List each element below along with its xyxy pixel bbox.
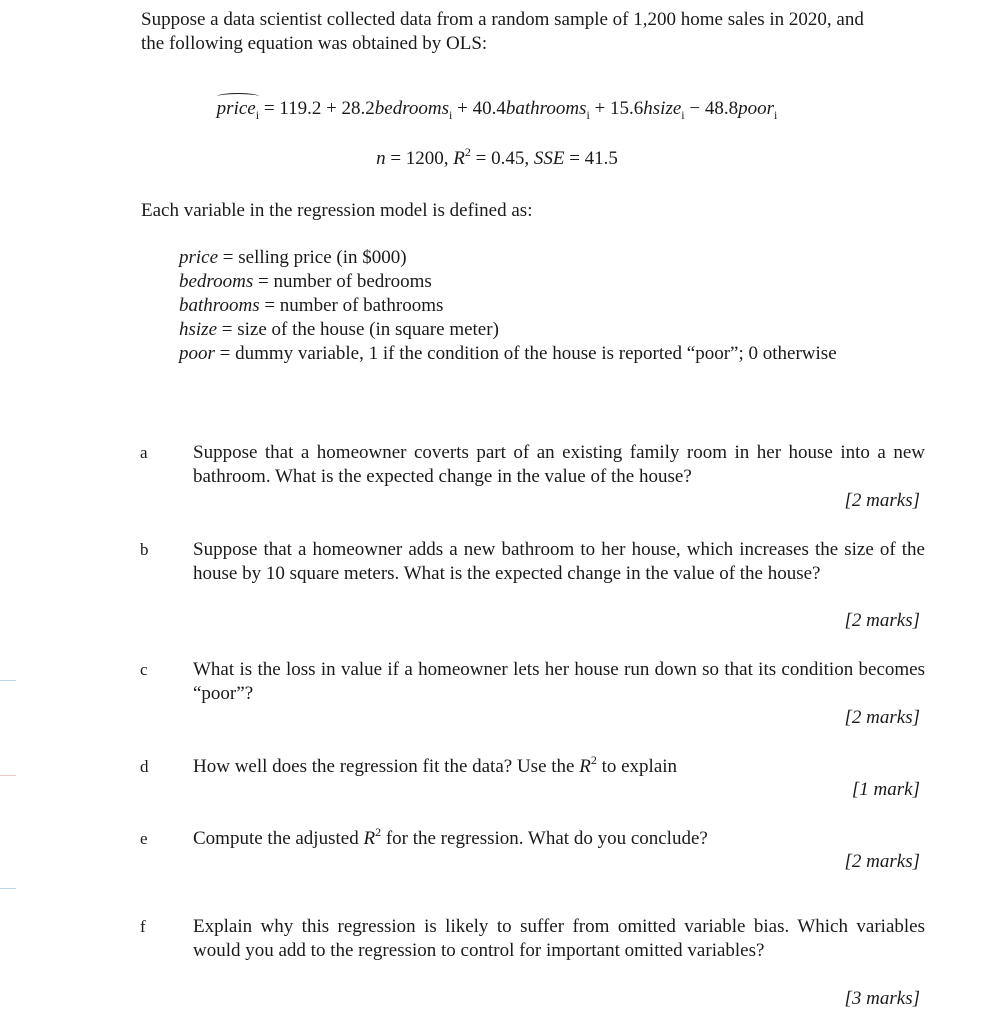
question-text: What is the loss in value if a homeowner lets her house run down so that its condition becomes “poor”?	[193, 659, 925, 704]
definition-item: price = selling price (in $000)	[179, 247, 407, 268]
intro-line: Suppose a data scientist collected data from a random sample of 1,200 home sales in 2020, and	[141, 9, 864, 30]
definition-item: hsize = size of the house (in square meter)	[179, 319, 499, 340]
question-letter: d	[140, 757, 149, 776]
definitions-intro: Each variable in the regression model is defined as:	[141, 200, 533, 221]
question-marks: [2 marks]	[844, 707, 920, 728]
definition-item: bedrooms = number of bedrooms	[179, 271, 432, 292]
question-letter: a	[140, 443, 148, 462]
regression-stats: n = 1200, $R^2 = 0.45$, SSE = 41.5	[376, 145, 618, 169]
question-text: How well does the regression fit the data? Use the $R^2$ to explain	[193, 753, 678, 777]
intro-line: the following equation was obtained by OLS:	[141, 33, 488, 54]
scan-edge-mark	[0, 888, 16, 889]
question-text: Suppose that a homeowner coverts part of an existing family room in her house into a new bathroom. What is the expected change in the value of the house?	[193, 442, 925, 487]
question-marks: [2 marks]	[844, 851, 920, 872]
question-e	[140, 827, 930, 877]
question-marks: [2 marks]	[844, 490, 920, 511]
scan-edge-mark	[0, 680, 16, 681]
question-text: Suppose that a homeowner adds a new bathroom to her house, which increases the size of the house by 10 square meters. What is the expected change in the value of the house?	[193, 539, 925, 584]
definition-item: bathrooms = number of bathrooms	[179, 295, 444, 316]
question-letter: f	[140, 917, 146, 936]
question-d	[140, 755, 930, 805]
question-a	[140, 441, 930, 521]
question-marks: [2 marks]	[844, 610, 920, 631]
question-c	[140, 658, 930, 738]
question-text: Explain why this regression is likely to suffer from omitted variable bias. Which variables would you add to the regression to control for important omitted variables?	[193, 916, 925, 961]
question-b	[140, 538, 930, 638]
question-letter: b	[140, 540, 149, 559]
question-marks: [1 mark]	[851, 779, 920, 800]
scan-edge-mark	[0, 775, 16, 776]
regression-equation: price$_i$ = 119.2 + 28.2bedrooms$_i$ + 40.4bathrooms$_i$ + 15.6hsize$_i$ − 48.8poor$_i$	[216, 98, 778, 122]
question-marks: [3 marks]	[844, 988, 920, 1009]
question-text: Compute the adjusted $R^2$ for the regression. What do you conclude?	[193, 825, 708, 849]
price-hat: price$_i$	[216, 98, 260, 122]
question-letter: e	[140, 829, 148, 848]
definitions-list	[179, 246, 837, 366]
question-letter: c	[140, 660, 148, 679]
definition-item: poor = dummy variable, 1 if the condition of the house is reported “poor”; 0 otherwise	[179, 343, 837, 364]
intro-paragraph	[141, 8, 941, 56]
question-f	[140, 915, 930, 1015]
